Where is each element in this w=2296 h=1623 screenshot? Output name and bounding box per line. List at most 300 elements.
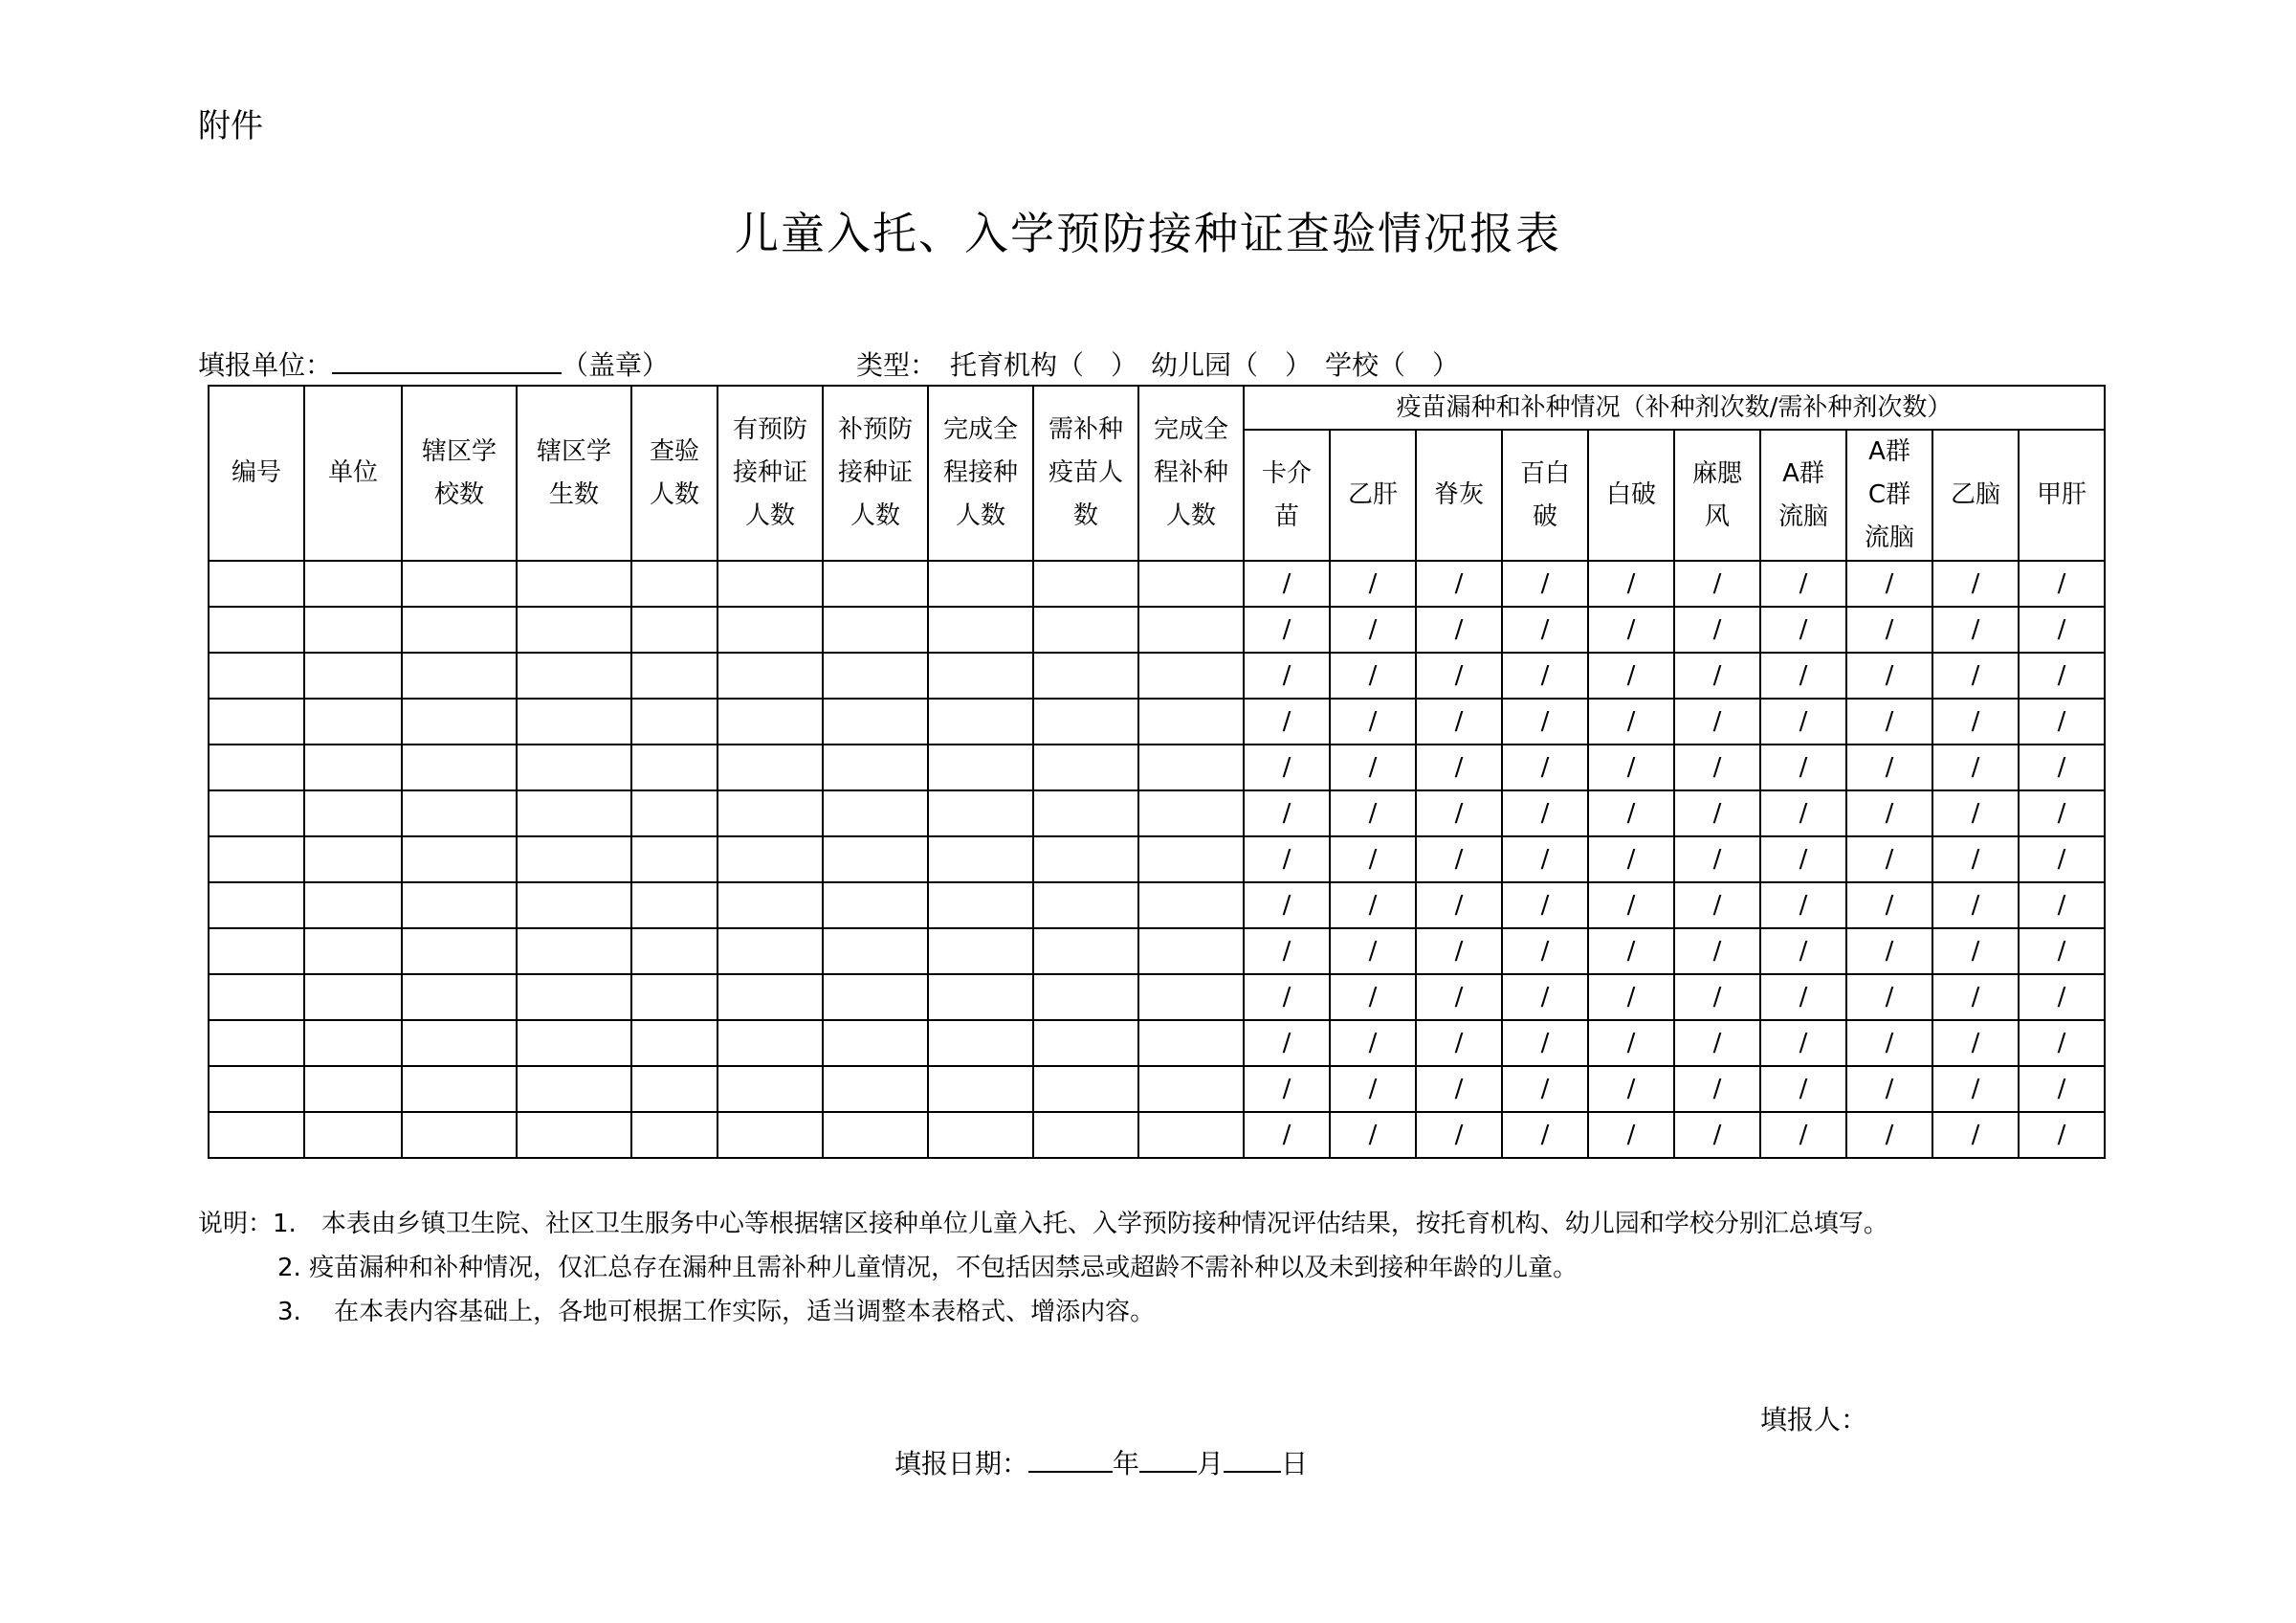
unit-blank-field[interactable] bbox=[332, 345, 562, 374]
table-row bbox=[209, 1020, 2105, 1066]
input-cell[interactable] bbox=[1033, 1020, 1138, 1066]
vaccine-slash-cell[interactable]: / bbox=[1244, 974, 1330, 1020]
vaccine-slash-cell[interactable]: / bbox=[1588, 1066, 1674, 1112]
input-cell[interactable] bbox=[402, 699, 517, 745]
input-cell[interactable] bbox=[517, 974, 631, 1020]
vaccine-slash-cell[interactable]: / bbox=[1846, 699, 1932, 745]
vaccine-slash-cell[interactable]: / bbox=[1588, 928, 1674, 974]
vaccine-slash-cell[interactable]: / bbox=[1674, 928, 1760, 974]
input-cell[interactable] bbox=[718, 1066, 823, 1112]
input-cell[interactable] bbox=[718, 882, 823, 928]
input-cell[interactable] bbox=[823, 974, 928, 1020]
input-cell[interactable] bbox=[718, 561, 823, 607]
input-cell[interactable] bbox=[304, 928, 402, 974]
vaccine-slash-cell[interactable]: / bbox=[1416, 1066, 1502, 1112]
input-cell[interactable] bbox=[928, 928, 1033, 974]
vaccine-slash-cell[interactable]: / bbox=[1932, 836, 2019, 882]
input-cell[interactable] bbox=[928, 1020, 1033, 1066]
input-cell[interactable] bbox=[402, 974, 517, 1020]
input-cell[interactable] bbox=[928, 882, 1033, 928]
vaccine-slash-cell[interactable]: / bbox=[1330, 699, 1416, 745]
input-cell[interactable] bbox=[209, 974, 304, 1020]
input-cell[interactable] bbox=[823, 1112, 928, 1158]
input-cell[interactable] bbox=[209, 745, 304, 790]
vaccine-slash-cell[interactable]: / bbox=[1760, 882, 1846, 928]
vaccine-slash-cell[interactable]: / bbox=[1416, 1112, 1502, 1158]
column-header-6: 有预防接种证人数 bbox=[718, 386, 823, 561]
vaccine-slash-cell[interactable]: / bbox=[1846, 745, 1932, 790]
input-cell[interactable] bbox=[209, 561, 304, 607]
month-label: 月 bbox=[1197, 1448, 1225, 1479]
vaccine-slash-cell[interactable]: / bbox=[1244, 928, 1330, 974]
vaccine-header-5: 白破 bbox=[1588, 430, 1674, 561]
input-cell[interactable] bbox=[304, 1020, 402, 1066]
input-cell[interactable] bbox=[209, 1066, 304, 1112]
input-cell[interactable] bbox=[631, 836, 718, 882]
input-cell[interactable] bbox=[402, 882, 517, 928]
vaccine-slash-cell[interactable]: / bbox=[1674, 1112, 1760, 1158]
input-cell[interactable] bbox=[928, 836, 1033, 882]
vaccine-slash-cell[interactable]: / bbox=[1588, 882, 1674, 928]
reporting-unit-line bbox=[198, 345, 669, 383]
vaccine-slash-cell[interactable]: / bbox=[1846, 653, 1932, 699]
vaccine-slash-cell[interactable]: / bbox=[1244, 561, 1330, 607]
input-cell[interactable] bbox=[517, 928, 631, 974]
vaccine-slash-cell[interactable]: / bbox=[1244, 1020, 1330, 1066]
vaccine-slash-cell[interactable]: / bbox=[1674, 836, 1760, 882]
vaccine-slash-cell[interactable]: / bbox=[1244, 1066, 1330, 1112]
input-cell[interactable] bbox=[1138, 928, 1244, 974]
input-cell[interactable] bbox=[718, 745, 823, 790]
vaccine-slash-cell[interactable]: / bbox=[1330, 928, 1416, 974]
table-row bbox=[209, 974, 2105, 1020]
vaccine-slash-cell[interactable]: / bbox=[1760, 745, 1846, 790]
vaccine-slash-cell[interactable]: / bbox=[1846, 1066, 1932, 1112]
table-row bbox=[209, 928, 2105, 974]
day-label: 日 bbox=[1281, 1448, 1309, 1479]
vaccine-slash-cell[interactable]: / bbox=[1330, 836, 1416, 882]
vaccine-slash-cell[interactable]: / bbox=[1674, 607, 1760, 653]
vaccine-slash-cell[interactable]: / bbox=[1416, 561, 1502, 607]
input-cell[interactable] bbox=[517, 790, 631, 836]
input-cell[interactable] bbox=[402, 790, 517, 836]
vaccine-slash-cell[interactable]: / bbox=[1330, 561, 1416, 607]
vaccine-slash-cell[interactable]: / bbox=[1674, 653, 1760, 699]
input-cell[interactable] bbox=[823, 561, 928, 607]
input-cell[interactable] bbox=[402, 1066, 517, 1112]
vaccine-slash-cell[interactable]: / bbox=[1932, 745, 2019, 790]
vaccine-slash-cell[interactable]: / bbox=[1330, 745, 1416, 790]
input-cell[interactable] bbox=[1033, 928, 1138, 974]
vaccine-slash-cell[interactable]: / bbox=[1760, 1066, 1846, 1112]
input-cell[interactable] bbox=[1138, 1066, 1244, 1112]
vaccine-slash-cell[interactable]: / bbox=[1416, 928, 1502, 974]
column-header-9: 需补种疫苗人数 bbox=[1033, 386, 1138, 561]
input-cell[interactable] bbox=[517, 1020, 631, 1066]
vaccine-group-header: 疫苗漏种和补种情况（补种剂次数/需补种剂次数） bbox=[1244, 386, 2105, 430]
input-cell[interactable] bbox=[1138, 882, 1244, 928]
vaccine-slash-cell[interactable]: / bbox=[2019, 928, 2105, 974]
input-cell[interactable] bbox=[517, 699, 631, 745]
input-cell[interactable] bbox=[1033, 745, 1138, 790]
input-cell[interactable] bbox=[304, 836, 402, 882]
input-cell[interactable] bbox=[823, 699, 928, 745]
vaccine-header-10: 甲肝 bbox=[2019, 430, 2105, 561]
vaccine-slash-cell[interactable]: / bbox=[2019, 699, 2105, 745]
vaccine-slash-cell[interactable]: / bbox=[1244, 699, 1330, 745]
vaccine-slash-cell[interactable]: / bbox=[1416, 790, 1502, 836]
input-cell[interactable] bbox=[1138, 1112, 1244, 1158]
input-cell[interactable] bbox=[631, 882, 718, 928]
vaccine-slash-cell[interactable]: / bbox=[1416, 745, 1502, 790]
vaccine-slash-cell[interactable]: / bbox=[1502, 928, 1588, 974]
input-cell[interactable] bbox=[631, 1020, 718, 1066]
input-cell[interactable] bbox=[631, 928, 718, 974]
vaccine-slash-cell[interactable]: / bbox=[1416, 653, 1502, 699]
input-cell[interactable] bbox=[823, 1066, 928, 1112]
vaccine-slash-cell[interactable]: / bbox=[1330, 607, 1416, 653]
table-row bbox=[209, 1066, 2105, 1112]
vaccine-slash-cell[interactable]: / bbox=[1932, 699, 2019, 745]
note-text-1: 1. 本表由乡镇卫生院、社区卫生服务中心等根据辖区接种单位儿童入托、入学预防接种情况评估结果，按托育机构、幼儿园和学校分别汇总填写。 bbox=[273, 1210, 1888, 1238]
vaccine-slash-cell[interactable]: / bbox=[1846, 607, 1932, 653]
vaccine-slash-cell[interactable]: / bbox=[1588, 699, 1674, 745]
vaccine-slash-cell[interactable]: / bbox=[1760, 836, 1846, 882]
input-cell[interactable] bbox=[517, 1112, 631, 1158]
vaccine-slash-cell[interactable]: / bbox=[1502, 1066, 1588, 1112]
input-cell[interactable] bbox=[631, 699, 718, 745]
vaccine-slash-cell[interactable]: / bbox=[1330, 974, 1416, 1020]
input-cell[interactable] bbox=[402, 561, 517, 607]
vaccine-slash-cell[interactable]: / bbox=[1760, 790, 1846, 836]
input-cell[interactable] bbox=[304, 653, 402, 699]
input-cell[interactable] bbox=[209, 928, 304, 974]
input-cell[interactable] bbox=[1138, 745, 1244, 790]
vaccine-slash-cell[interactable]: / bbox=[1330, 1020, 1416, 1066]
vaccine-slash-cell[interactable]: / bbox=[1330, 790, 1416, 836]
input-cell[interactable] bbox=[631, 974, 718, 1020]
input-cell[interactable] bbox=[928, 1066, 1033, 1112]
vaccine-slash-cell[interactable]: / bbox=[1244, 653, 1330, 699]
vaccine-slash-cell[interactable]: / bbox=[1760, 653, 1846, 699]
vaccine-slash-cell[interactable]: / bbox=[1760, 928, 1846, 974]
input-cell[interactable] bbox=[1033, 1066, 1138, 1112]
input-cell[interactable] bbox=[1033, 561, 1138, 607]
input-cell[interactable] bbox=[1138, 1020, 1244, 1066]
column-header-10: 完成全程补种人数 bbox=[1138, 386, 1244, 561]
input-cell[interactable] bbox=[209, 699, 304, 745]
vaccine-slash-cell[interactable]: / bbox=[1932, 790, 2019, 836]
vaccine-slash-cell[interactable]: / bbox=[1416, 974, 1502, 1020]
input-cell[interactable] bbox=[304, 790, 402, 836]
vaccine-slash-cell[interactable]: / bbox=[1416, 1020, 1502, 1066]
input-cell[interactable] bbox=[402, 836, 517, 882]
input-cell[interactable] bbox=[631, 653, 718, 699]
month-blank-field[interactable] bbox=[1139, 1444, 1197, 1473]
vaccine-slash-cell[interactable]: / bbox=[1674, 699, 1760, 745]
input-cell[interactable] bbox=[402, 1020, 517, 1066]
vaccine-slash-cell[interactable]: / bbox=[1416, 607, 1502, 653]
input-cell[interactable] bbox=[631, 607, 718, 653]
input-cell[interactable] bbox=[823, 1020, 928, 1066]
vaccine-slash-cell[interactable]: / bbox=[1502, 790, 1588, 836]
vaccine-slash-cell[interactable]: / bbox=[2019, 561, 2105, 607]
input-cell[interactable] bbox=[304, 561, 402, 607]
input-cell[interactable] bbox=[718, 1112, 823, 1158]
vaccine-slash-cell[interactable]: / bbox=[1674, 1020, 1760, 1066]
input-cell[interactable] bbox=[517, 1066, 631, 1112]
input-cell[interactable] bbox=[928, 1112, 1033, 1158]
input-cell[interactable] bbox=[1033, 882, 1138, 928]
input-cell[interactable] bbox=[402, 1112, 517, 1158]
input-cell[interactable] bbox=[823, 607, 928, 653]
vaccine-slash-cell[interactable]: / bbox=[1502, 745, 1588, 790]
input-cell[interactable] bbox=[517, 653, 631, 699]
input-cell[interactable] bbox=[402, 745, 517, 790]
column-header-3: 辖区学校数 bbox=[402, 386, 517, 561]
vaccine-slash-cell[interactable]: / bbox=[1330, 653, 1416, 699]
input-cell[interactable] bbox=[928, 607, 1033, 653]
vaccine-slash-cell[interactable]: / bbox=[1588, 607, 1674, 653]
vaccine-header-1: 卡介苗 bbox=[1244, 430, 1330, 561]
input-cell[interactable] bbox=[1033, 836, 1138, 882]
input-cell[interactable] bbox=[517, 745, 631, 790]
input-cell[interactable] bbox=[304, 1066, 402, 1112]
input-cell[interactable] bbox=[209, 836, 304, 882]
vaccine-slash-cell[interactable]: / bbox=[1502, 699, 1588, 745]
vaccine-slash-cell[interactable]: / bbox=[1244, 790, 1330, 836]
vaccine-slash-cell[interactable]: / bbox=[1244, 1112, 1330, 1158]
input-cell[interactable] bbox=[928, 653, 1033, 699]
input-cell[interactable] bbox=[928, 699, 1033, 745]
vaccine-slash-cell[interactable]: / bbox=[1502, 561, 1588, 607]
vaccine-slash-cell[interactable]: / bbox=[1760, 561, 1846, 607]
vaccine-slash-cell[interactable]: / bbox=[1760, 1020, 1846, 1066]
note-item-1 bbox=[198, 1204, 1888, 1239]
day-blank-field[interactable] bbox=[1224, 1444, 1281, 1473]
vaccine-slash-cell[interactable]: / bbox=[1932, 974, 2019, 1020]
vaccine-slash-cell[interactable]: / bbox=[2019, 745, 2105, 790]
vaccine-slash-cell[interactable]: / bbox=[1502, 882, 1588, 928]
vaccine-slash-cell[interactable]: / bbox=[1330, 1112, 1416, 1158]
input-cell[interactable] bbox=[631, 561, 718, 607]
vaccine-slash-cell[interactable]: / bbox=[1760, 1112, 1846, 1158]
input-cell[interactable] bbox=[823, 790, 928, 836]
input-cell[interactable] bbox=[304, 607, 402, 653]
vaccine-slash-cell[interactable]: / bbox=[1932, 561, 2019, 607]
input-cell[interactable] bbox=[209, 607, 304, 653]
input-cell[interactable] bbox=[631, 745, 718, 790]
vaccine-slash-cell[interactable]: / bbox=[1244, 745, 1330, 790]
input-cell[interactable] bbox=[1138, 607, 1244, 653]
input-cell[interactable] bbox=[209, 1112, 304, 1158]
input-cell[interactable] bbox=[209, 653, 304, 699]
vaccine-slash-cell[interactable]: / bbox=[1760, 699, 1846, 745]
vaccine-slash-cell[interactable]: / bbox=[1674, 790, 1760, 836]
vaccine-slash-cell[interactable]: / bbox=[1502, 836, 1588, 882]
input-cell[interactable] bbox=[718, 607, 823, 653]
type-label: 类型： bbox=[856, 349, 924, 381]
vaccine-slash-cell[interactable]: / bbox=[1932, 1112, 2019, 1158]
input-cell[interactable] bbox=[1138, 790, 1244, 836]
input-cell[interactable] bbox=[1033, 699, 1138, 745]
vaccine-slash-cell[interactable]: / bbox=[1502, 974, 1588, 1020]
input-cell[interactable] bbox=[209, 1020, 304, 1066]
vaccine-slash-cell[interactable]: / bbox=[2019, 1112, 2105, 1158]
vaccine-slash-cell[interactable]: / bbox=[1244, 836, 1330, 882]
vaccine-slash-cell[interactable]: / bbox=[1588, 653, 1674, 699]
vaccine-slash-cell[interactable]: / bbox=[1932, 653, 2019, 699]
input-cell[interactable] bbox=[1033, 790, 1138, 836]
input-cell[interactable] bbox=[304, 882, 402, 928]
table-row bbox=[209, 745, 2105, 790]
vaccine-slash-cell[interactable]: / bbox=[1502, 1020, 1588, 1066]
input-cell[interactable] bbox=[402, 607, 517, 653]
vaccine-slash-cell[interactable]: / bbox=[1846, 928, 1932, 974]
vaccine-slash-cell[interactable]: / bbox=[1846, 790, 1932, 836]
report-date-line bbox=[894, 1443, 1308, 1481]
vaccine-slash-cell[interactable]: / bbox=[1244, 882, 1330, 928]
input-cell[interactable] bbox=[718, 974, 823, 1020]
vaccine-slash-cell[interactable]: / bbox=[1416, 836, 1502, 882]
input-cell[interactable] bbox=[1138, 836, 1244, 882]
input-cell[interactable] bbox=[517, 882, 631, 928]
vaccine-slash-cell[interactable]: / bbox=[2019, 1066, 2105, 1112]
vaccine-slash-cell[interactable]: / bbox=[1932, 607, 2019, 653]
vaccine-slash-cell[interactable]: / bbox=[1588, 836, 1674, 882]
vaccine-slash-cell[interactable]: / bbox=[1932, 882, 2019, 928]
input-cell[interactable] bbox=[304, 745, 402, 790]
vaccine-header-6: 麻腮风 bbox=[1674, 430, 1760, 561]
vaccine-slash-cell[interactable]: / bbox=[2019, 607, 2105, 653]
input-cell[interactable] bbox=[823, 928, 928, 974]
table-row bbox=[209, 836, 2105, 882]
vaccine-slash-cell[interactable]: / bbox=[1846, 561, 1932, 607]
input-cell[interactable] bbox=[1033, 607, 1138, 653]
vaccine-slash-cell[interactable]: / bbox=[1330, 1066, 1416, 1112]
input-cell[interactable] bbox=[304, 1112, 402, 1158]
input-cell[interactable] bbox=[823, 882, 928, 928]
table-row bbox=[209, 561, 2105, 607]
input-cell[interactable] bbox=[718, 928, 823, 974]
vaccine-slash-cell[interactable]: / bbox=[1416, 882, 1502, 928]
vaccine-header-4: 百白破 bbox=[1502, 430, 1588, 561]
vaccine-slash-cell[interactable]: / bbox=[2019, 974, 2105, 1020]
input-cell[interactable] bbox=[1138, 561, 1244, 607]
input-cell[interactable] bbox=[718, 653, 823, 699]
vaccine-slash-cell[interactable]: / bbox=[1932, 928, 2019, 974]
input-cell[interactable] bbox=[718, 790, 823, 836]
input-cell[interactable] bbox=[1033, 653, 1138, 699]
input-cell[interactable] bbox=[631, 1066, 718, 1112]
input-cell[interactable] bbox=[718, 836, 823, 882]
input-cell[interactable] bbox=[517, 836, 631, 882]
input-cell[interactable] bbox=[1138, 653, 1244, 699]
vaccine-slash-cell[interactable]: / bbox=[1330, 882, 1416, 928]
input-cell[interactable] bbox=[1138, 699, 1244, 745]
input-cell[interactable] bbox=[823, 653, 928, 699]
vaccine-slash-cell[interactable]: / bbox=[1502, 1112, 1588, 1158]
vaccine-header-7: A群流脑 bbox=[1760, 430, 1846, 561]
table-row bbox=[209, 790, 2105, 836]
vaccine-slash-cell[interactable]: / bbox=[1674, 882, 1760, 928]
input-cell[interactable] bbox=[823, 836, 928, 882]
note-item-3: 3. 在本表内容基础上，各地可根据工作实际，适当调整本表格式、增添内容。 bbox=[277, 1298, 1156, 1326]
input-cell[interactable] bbox=[517, 607, 631, 653]
vaccine-slash-cell[interactable]: / bbox=[1244, 607, 1330, 653]
input-cell[interactable] bbox=[631, 1112, 718, 1158]
vaccine-slash-cell[interactable]: / bbox=[1846, 974, 1932, 1020]
vaccine-slash-cell[interactable]: / bbox=[1760, 607, 1846, 653]
input-cell[interactable] bbox=[928, 745, 1033, 790]
vaccine-header-2: 乙肝 bbox=[1330, 430, 1416, 561]
vaccine-slash-cell[interactable]: / bbox=[1588, 1020, 1674, 1066]
input-cell[interactable] bbox=[928, 790, 1033, 836]
column-header-7: 补预防接种证人数 bbox=[823, 386, 928, 561]
input-cell[interactable] bbox=[304, 974, 402, 1020]
vaccine-slash-cell[interactable]: / bbox=[1588, 1112, 1674, 1158]
column-header-8: 完成全程接种人数 bbox=[928, 386, 1033, 561]
vaccine-slash-cell[interactable]: / bbox=[2019, 836, 2105, 882]
vaccine-slash-cell[interactable]: / bbox=[1674, 745, 1760, 790]
vaccine-slash-cell[interactable]: / bbox=[1932, 1020, 2019, 1066]
input-cell[interactable] bbox=[209, 790, 304, 836]
input-cell[interactable] bbox=[209, 882, 304, 928]
input-cell[interactable] bbox=[823, 745, 928, 790]
reporter-label: 填报人： bbox=[1760, 1404, 1868, 1435]
vaccine-slash-cell[interactable]: / bbox=[1846, 1112, 1932, 1158]
vaccine-slash-cell[interactable]: / bbox=[1846, 1020, 1932, 1066]
vaccine-slash-cell[interactable]: / bbox=[1932, 1066, 2019, 1112]
vaccine-slash-cell[interactable]: / bbox=[1502, 607, 1588, 653]
input-cell[interactable] bbox=[1033, 1112, 1138, 1158]
input-cell[interactable] bbox=[517, 561, 631, 607]
input-cell[interactable] bbox=[304, 699, 402, 745]
vaccine-slash-cell[interactable]: / bbox=[1588, 745, 1674, 790]
vaccine-slash-cell[interactable]: / bbox=[1502, 653, 1588, 699]
vaccine-slash-cell[interactable]: / bbox=[2019, 653, 2105, 699]
vaccine-slash-cell[interactable]: / bbox=[2019, 790, 2105, 836]
vaccine-slash-cell[interactable]: / bbox=[2019, 882, 2105, 928]
date-label: 填报日期： bbox=[894, 1448, 1029, 1479]
input-cell[interactable] bbox=[718, 699, 823, 745]
year-label: 年 bbox=[1113, 1448, 1140, 1479]
vaccine-slash-cell[interactable]: / bbox=[1674, 1066, 1760, 1112]
input-cell[interactable] bbox=[928, 974, 1033, 1020]
input-cell[interactable] bbox=[718, 1020, 823, 1066]
vaccine-slash-cell[interactable]: / bbox=[1588, 790, 1674, 836]
input-cell[interactable] bbox=[1033, 974, 1138, 1020]
vaccine-slash-cell[interactable]: / bbox=[1846, 836, 1932, 882]
vaccine-slash-cell[interactable]: / bbox=[1416, 699, 1502, 745]
input-cell[interactable] bbox=[631, 790, 718, 836]
vaccine-slash-cell[interactable]: / bbox=[1674, 974, 1760, 1020]
vaccine-slash-cell[interactable]: / bbox=[2019, 1020, 2105, 1066]
vaccine-slash-cell[interactable]: / bbox=[1588, 974, 1674, 1020]
input-cell[interactable] bbox=[1138, 974, 1244, 1020]
input-cell[interactable] bbox=[402, 928, 517, 974]
vaccine-slash-cell[interactable]: / bbox=[1760, 974, 1846, 1020]
input-cell[interactable] bbox=[402, 653, 517, 699]
vaccine-slash-cell[interactable]: / bbox=[1588, 561, 1674, 607]
year-blank-field[interactable] bbox=[1028, 1444, 1113, 1473]
table-header-row bbox=[209, 386, 2105, 430]
column-header-1: 编号 bbox=[209, 386, 304, 561]
vaccine-slash-cell[interactable]: / bbox=[1674, 561, 1760, 607]
input-cell[interactable] bbox=[928, 561, 1033, 607]
vaccine-slash-cell[interactable]: / bbox=[1846, 882, 1932, 928]
seal-label: （盖章） bbox=[562, 349, 670, 381]
